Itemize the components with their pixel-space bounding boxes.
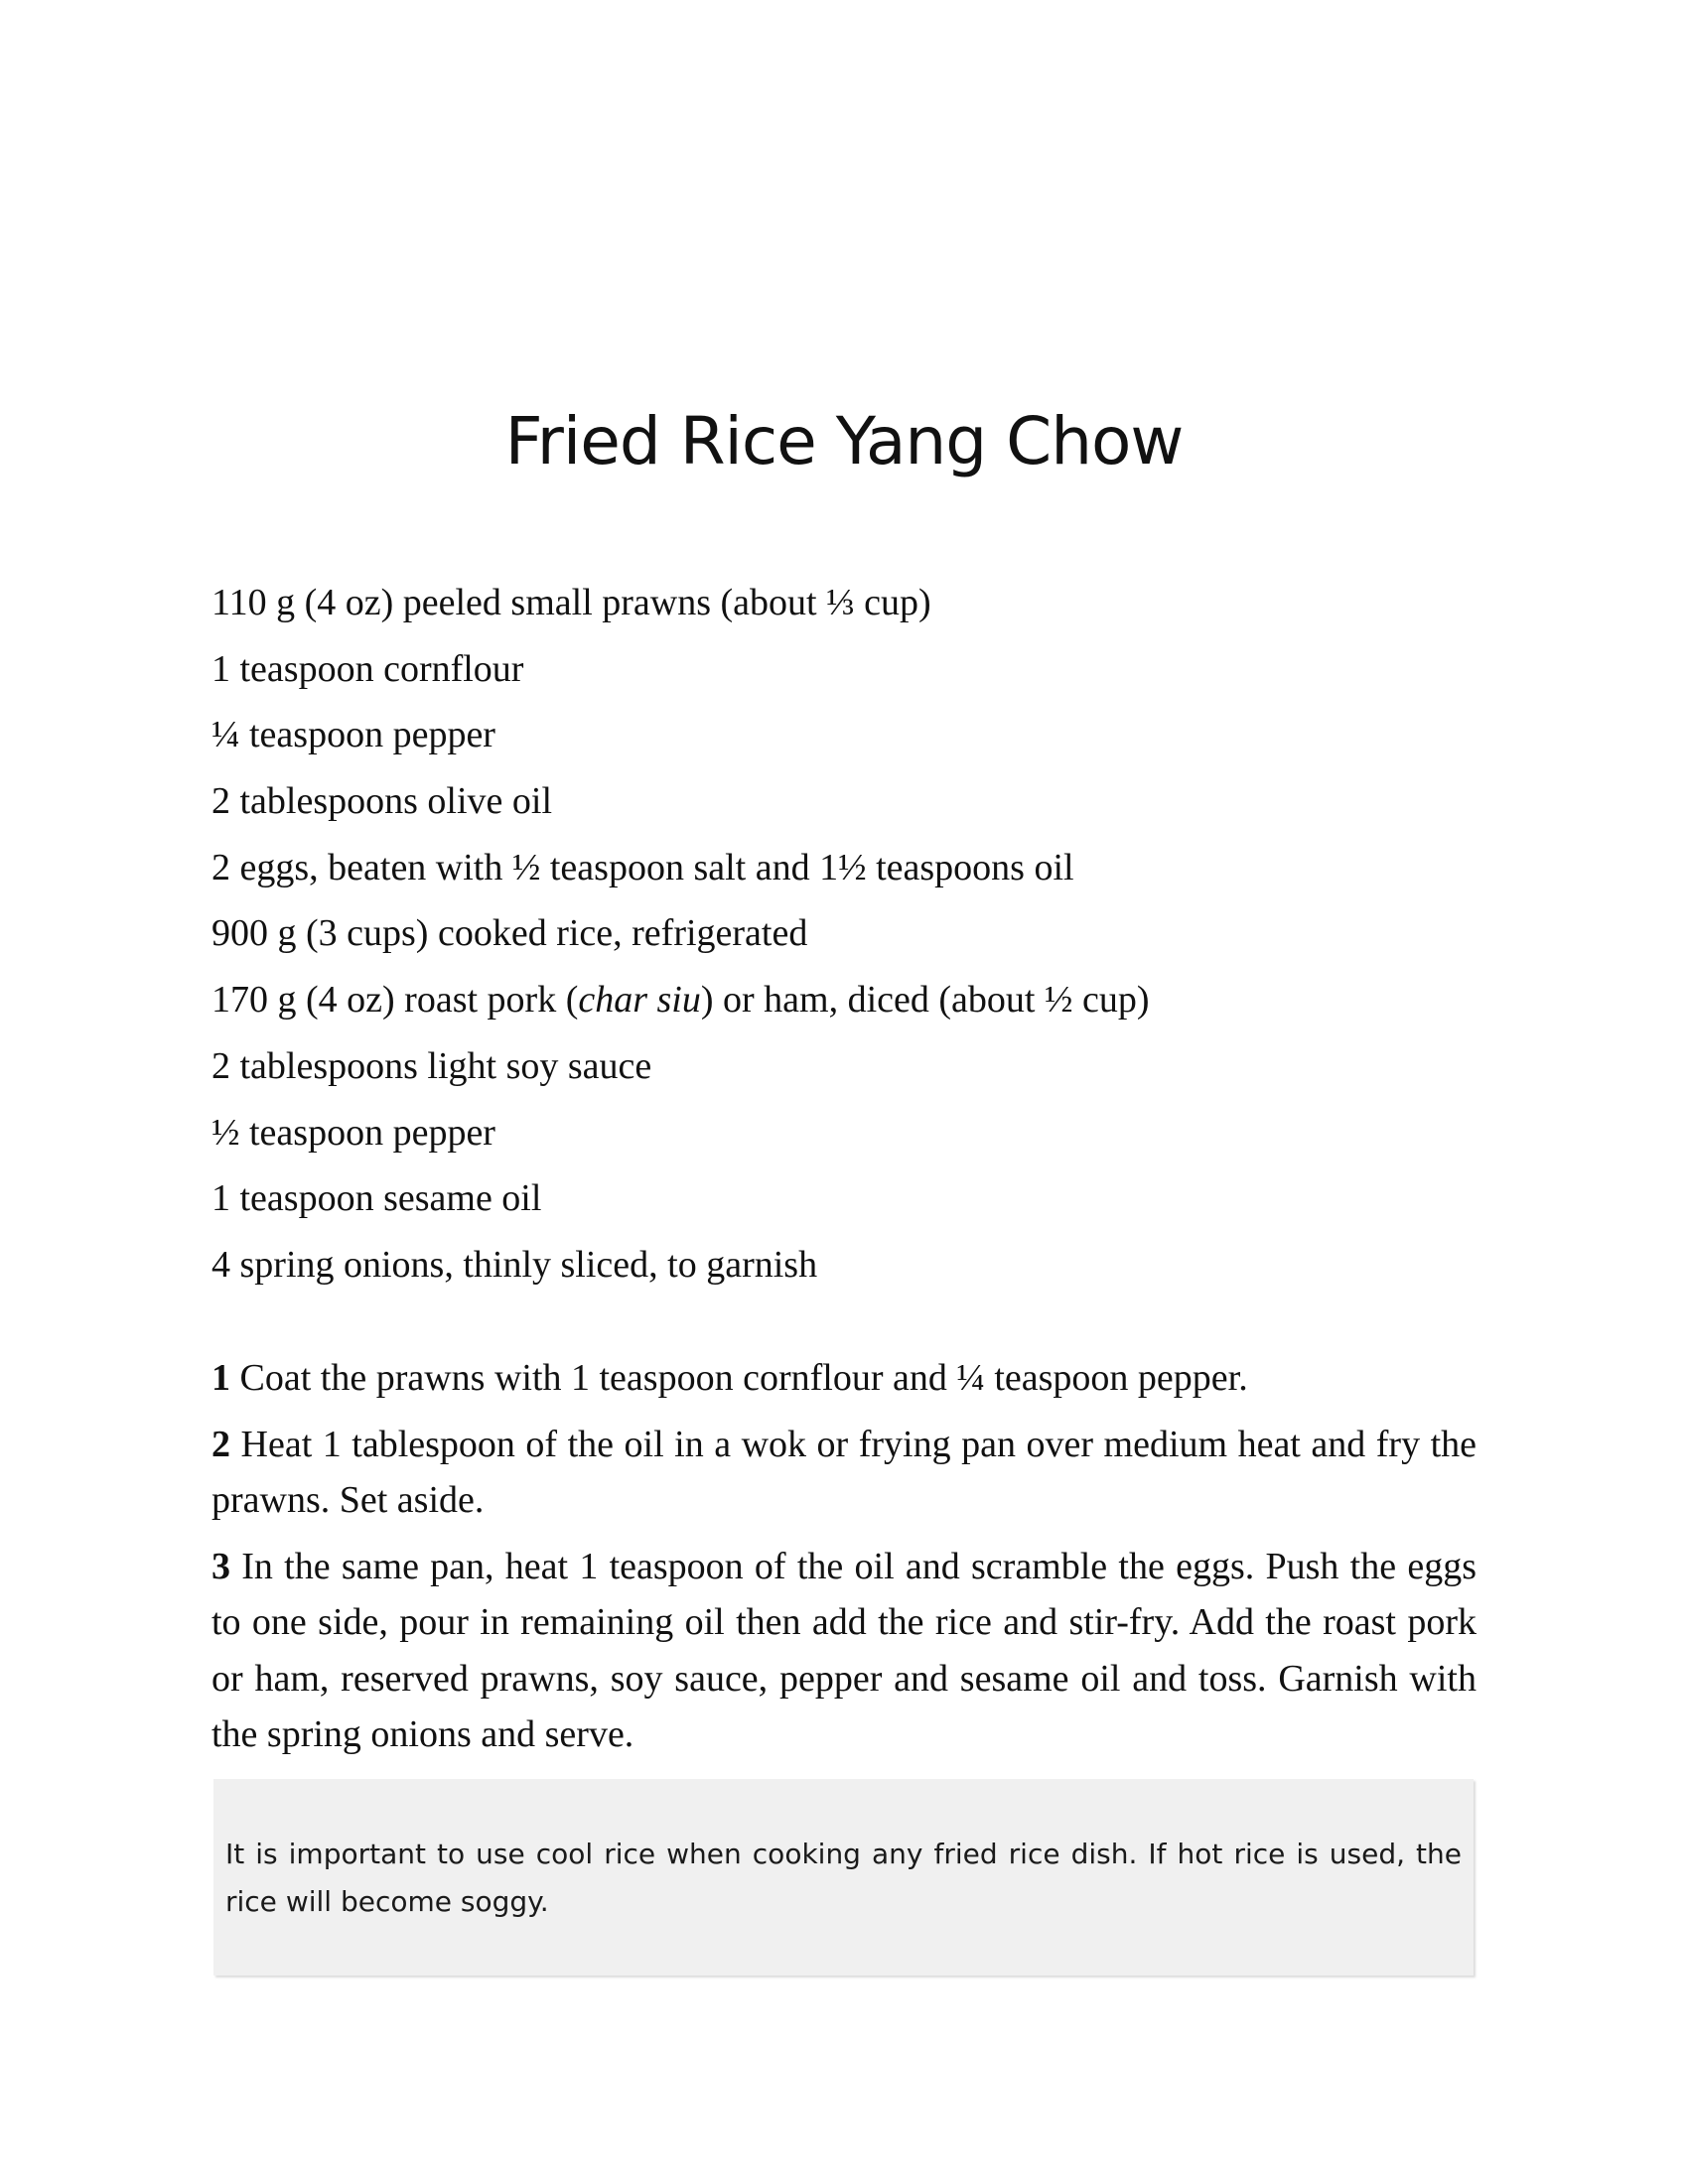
step-text: In the same pan, heat 1 teaspoon of the oil and scramble the eggs. Push the eggs to one side, pour in remaining oil then add the rice and stir-fry. Add the roast pork or ham, reserved prawns, soy sauce, pepper and sesame oil and toss. Garnish with the spring onions and serve. bbox=[211, 1545, 1477, 1755]
tip-box bbox=[213, 1779, 1474, 1976]
ingredient-item: 2 eggs, beaten with ½ teaspoon salt and 1½ teaspoons oil bbox=[211, 846, 1074, 888]
ingredient-item: 900 g (3 cups) cooked rice, refrigerated bbox=[211, 912, 808, 955]
method-steps bbox=[211, 1350, 1477, 1773]
method-step bbox=[211, 1350, 1477, 1407]
page-title: Fried Rice Yang Chow bbox=[504, 403, 1184, 479]
ingredient-item: ½ teaspoon pepper bbox=[211, 1111, 495, 1154]
method-step bbox=[211, 1417, 1477, 1529]
step-number: 1 bbox=[211, 1357, 230, 1399]
ingredient-item: 2 tablespoons olive oil bbox=[211, 780, 553, 823]
tip-text: It is important to use cool rice when cooking any fried rice dish. If hot rice is used, the rice will become soggy. bbox=[225, 1838, 1462, 1918]
step-number: 3 bbox=[211, 1545, 230, 1587]
step-text: Heat 1 tablespoon of the oil in a wok or frying pan over medium heat and fry the prawns. Set aside. bbox=[211, 1423, 1477, 1521]
ingredient-item: 4 spring onions, thinly sliced, to garnish bbox=[211, 1243, 818, 1286]
ingredient-item: 1 teaspoon sesame oil bbox=[211, 1177, 542, 1220]
step-number: 2 bbox=[211, 1423, 230, 1465]
ingredient-item: 110 g (4 oz) peeled small prawns (about ⅓ cup) bbox=[211, 582, 931, 623]
step-text: Coat the prawns with 1 teaspoon cornflour and ¼ teaspoon pepper. bbox=[239, 1357, 1248, 1399]
ingredient-item: 2 tablespoons light soy sauce bbox=[211, 1044, 652, 1087]
ingredient-item: ¼ teaspoon pepper bbox=[211, 714, 495, 756]
method-step bbox=[211, 1539, 1477, 1763]
ingredient-list bbox=[211, 577, 1149, 1305]
ingredient-item: 1 teaspoon cornflour bbox=[211, 647, 524, 690]
ingredient-item: 170 g (4 oz) roast pork (char siu) or ham, diced (about ½ cup) bbox=[211, 979, 1150, 1022]
